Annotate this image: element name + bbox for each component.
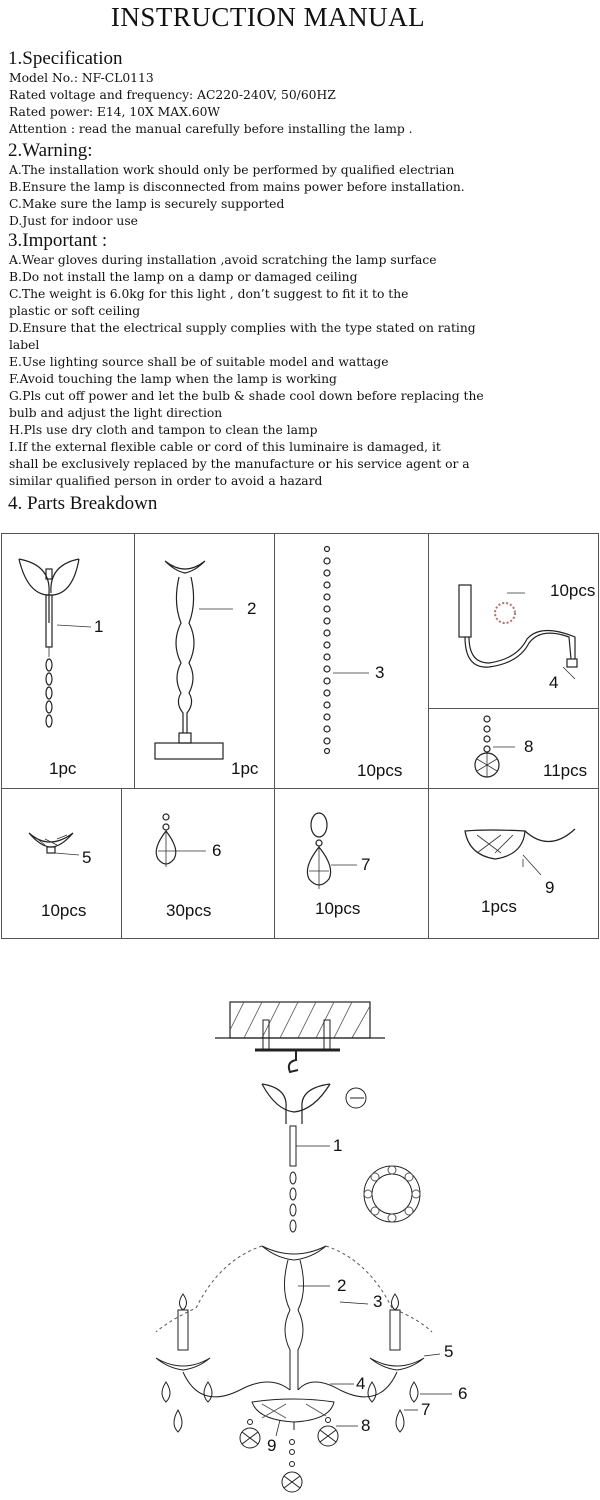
warning-line: C.Make sure the lamp is securely supported bbox=[9, 197, 285, 211]
parts-breakdown-heading: 4. Parts Breakdown bbox=[8, 493, 158, 514]
assembly-label: 6 bbox=[458, 1384, 468, 1403]
part-quantity: 10pcs bbox=[315, 899, 361, 918]
assembly-label: 4 bbox=[356, 1374, 366, 1393]
center-column-icon bbox=[135, 533, 275, 789]
important-line: B.Do not install the lamp on a damp or damaged ceiling bbox=[9, 270, 358, 284]
part-number: 9 bbox=[545, 878, 555, 897]
important-line: label bbox=[9, 338, 40, 352]
specification-text bbox=[9, 70, 594, 138]
important-line: plastic or soft ceiling bbox=[9, 304, 141, 318]
warning-line: B.Ensure the lamp is disconnected from mains power before installation. bbox=[9, 180, 465, 194]
part-number: 8 bbox=[524, 737, 534, 756]
warning-heading: 2.Warning: bbox=[8, 140, 93, 161]
bead-chain-icon bbox=[275, 533, 429, 789]
spec-line: Rated power: E14, 10X MAX.60W bbox=[9, 105, 221, 119]
part-number: 6 bbox=[212, 841, 222, 860]
assembly-label: 8 bbox=[361, 1416, 371, 1435]
assembly-label: 9 bbox=[267, 1436, 277, 1455]
assembly-label: 1 bbox=[333, 1136, 343, 1155]
important-line: bulb and adjust the light direction bbox=[9, 406, 223, 420]
assembly-diagram bbox=[0, 990, 600, 1500]
warning-line: A.The installation work should only be performed by qualified electrian bbox=[9, 163, 455, 177]
important-line: H.Pls use dry cloth and tampon to clean the lamp bbox=[9, 423, 318, 437]
ceiling-canopy-icon bbox=[1, 533, 135, 789]
important-line: G.Pls cut off power and let the bulb & shade cool down before replacing the bbox=[9, 389, 484, 403]
part-cell-1 bbox=[1, 533, 135, 789]
part-number: 3 bbox=[375, 663, 385, 682]
part-quantity: 1pc bbox=[49, 759, 77, 778]
spec-line: Rated voltage and frequency: AC220-240V, 50/60HZ bbox=[9, 88, 336, 102]
parts-breakdown-table bbox=[1, 533, 599, 939]
spec-line: Attention : read the manual carefully before installing the lamp . bbox=[9, 122, 413, 136]
important-line: F.Avoid touching the lamp when the lamp is working bbox=[9, 372, 337, 386]
lamp-arm-icon bbox=[429, 533, 599, 709]
part-number: 7 bbox=[361, 855, 371, 874]
part-cell-7 bbox=[275, 789, 429, 939]
part-number: 1 bbox=[94, 617, 104, 636]
important-line: A.Wear gloves during installation ,avoid scratching the lamp surface bbox=[9, 253, 437, 267]
important-line: C.The weight is 6.0kg for this light , don’t suggest to fit it to the bbox=[9, 287, 409, 301]
assembly-label: 5 bbox=[444, 1342, 454, 1361]
part-quantity: 10pcs bbox=[357, 761, 403, 780]
important-line: shall be exclusively replaced by the manufacture or his service agent or a bbox=[9, 457, 470, 471]
important-line: D.Ensure that the electrical supply complies with the type stated on rating bbox=[9, 321, 476, 335]
assembly-label: 7 bbox=[421, 1400, 431, 1419]
part-number: 4 bbox=[549, 673, 559, 692]
important-line: similar qualified person in order to avoid a hazard bbox=[9, 474, 323, 488]
spec-line: Model No.: NF-CL0113 bbox=[9, 71, 154, 85]
part-quantity: 10pcs bbox=[550, 581, 596, 600]
warning-line: D.Just for indoor use bbox=[9, 214, 138, 228]
part-quantity: 11pcs bbox=[543, 761, 588, 780]
part-quantity: 30pcs bbox=[166, 901, 212, 920]
part-cell-5 bbox=[1, 789, 122, 939]
specification-heading: 1.Specification bbox=[8, 48, 123, 69]
part-cell-8 bbox=[429, 709, 599, 789]
part-number: 2 bbox=[247, 599, 257, 618]
assembly-label: 2 bbox=[337, 1276, 347, 1295]
assembly-label: 3 bbox=[373, 1292, 383, 1311]
part-quantity: 1pc bbox=[231, 759, 259, 778]
part-cell-4 bbox=[429, 533, 599, 709]
page-title: INSTRUCTION MANUAL bbox=[110, 2, 426, 32]
part-cell-3 bbox=[275, 533, 429, 789]
part-cell-2 bbox=[135, 533, 275, 789]
important-line: E.Use lighting source shall be of suitable model and wattage bbox=[9, 355, 389, 369]
part-quantity: 10pcs bbox=[41, 901, 87, 920]
warning-text bbox=[9, 162, 594, 230]
chandelier-assembly-drawing bbox=[0, 990, 600, 1500]
part-number: 5 bbox=[82, 848, 92, 867]
part-cell-9 bbox=[429, 789, 599, 939]
part-cell-6 bbox=[122, 789, 275, 939]
important-text bbox=[9, 252, 594, 490]
part-quantity: 1pcs bbox=[481, 897, 517, 916]
important-line: I.If the external flexible cable or cord of this luminaire is damaged, it bbox=[9, 440, 441, 454]
important-heading: 3.Important : bbox=[8, 230, 108, 251]
